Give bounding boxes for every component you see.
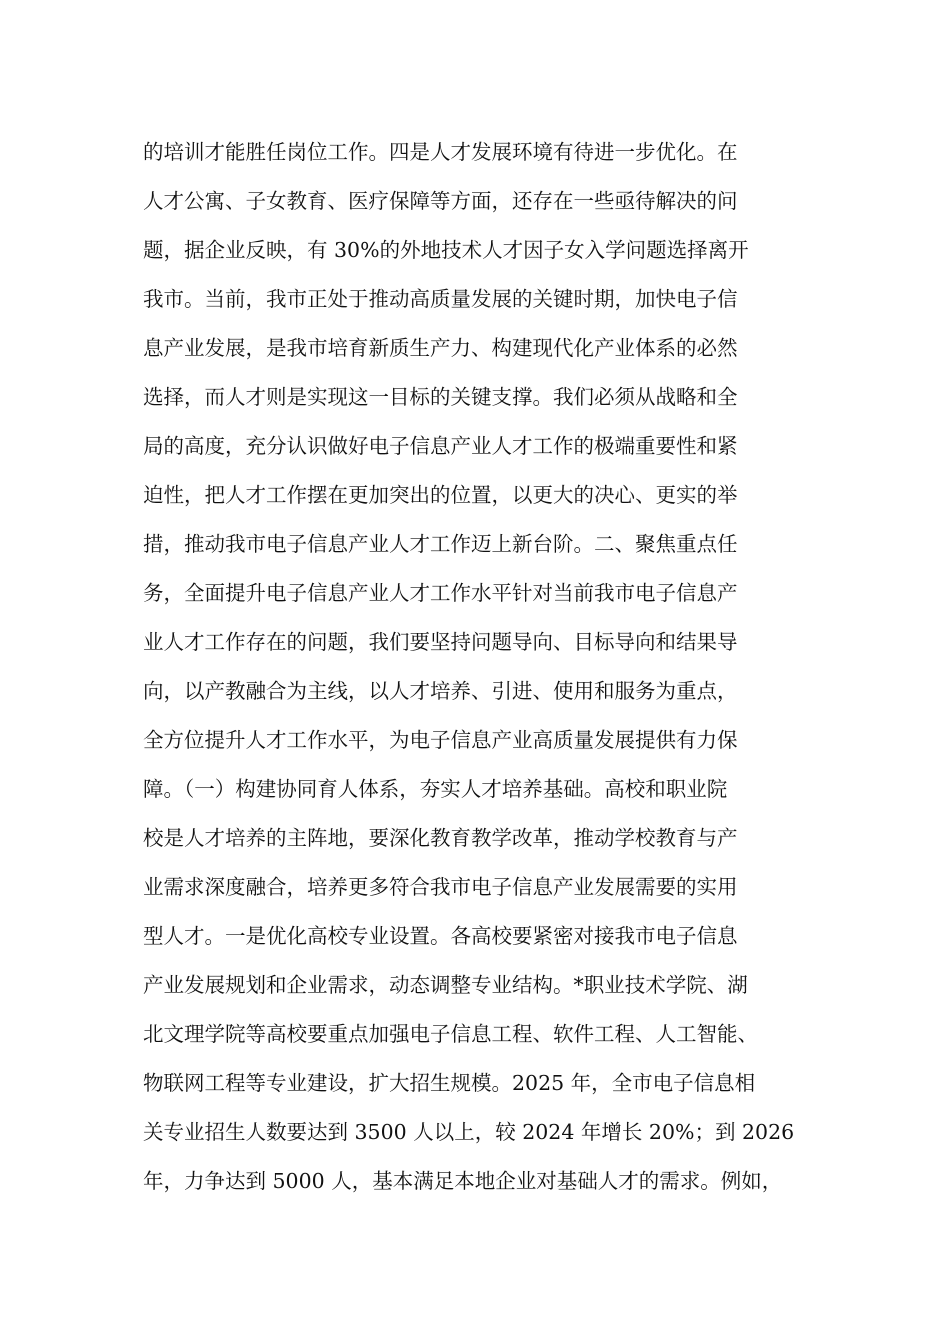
text-line: 业需求深度融合，培养更多符合我市电子信息产业发展需要的实用	[143, 875, 738, 899]
text-line: 息产业发展，是我市培育新质生产力、构建现代化产业体系的必然	[143, 336, 738, 360]
text-line: 关专业招生人数要达到 3500 人以上，较 2024 年增长 20%；到 2026	[143, 1120, 795, 1144]
text-line: 全方位提升人才工作水平，为电子信息产业高质量发展提供有力保	[143, 728, 738, 752]
text-line: 局的高度，充分认识做好电子信息产业人才工作的极端重要性和紧	[143, 434, 738, 458]
text-line: 迫性，把人才工作摆在更加突出的位置，以更大的决心、更实的举	[143, 483, 738, 507]
text-line: 业人才工作存在的问题，我们要坚持问题导向、目标导向和结果导	[143, 630, 738, 654]
text-line: 的培训才能胜任岗位工作。四是人才发展环境有待进一步优化。在	[143, 140, 738, 164]
text-line: 人才公寓、子女教育、医疗保障等方面，还存在一些亟待解决的问	[143, 189, 738, 213]
text-line: 题，据企业反映，有 30%的外地技术人才因子女入学问题选择离开	[143, 238, 749, 262]
text-line: 产业发展规划和企业需求，动态调整专业结构。*职业技术学院、湖	[143, 973, 748, 997]
text-line: 年，力争达到 5000 人，基本满足本地企业对基础人才的需求。例如，	[143, 1169, 783, 1193]
body-text	[143, 128, 823, 1206]
text-line: 选择，而人才则是实现这一目标的关键支撑。我们必须从战略和全	[143, 385, 738, 409]
text-line: 措，推动我市电子信息产业人才工作迈上新台阶。二、聚焦重点任	[143, 532, 738, 556]
text-line: 我市。当前，我市正处于推动高质量发展的关键时期，加快电子信	[143, 287, 738, 311]
text-line: 务，全面提升电子信息产业人才工作水平针对当前我市电子信息产	[143, 581, 738, 605]
text-line: 北文理学院等高校要重点加强电子信息工程、软件工程、人工智能、	[143, 1022, 758, 1046]
text-line: 向，以产教融合为主线，以人才培养、引进、使用和服务为重点，	[143, 679, 738, 703]
text-line: 校是人才培养的主阵地，要深化教育教学改革，推动学校教育与产	[143, 826, 738, 850]
text-line: 障。（一）构建协同育人体系，夯实人才培养基础。高校和职业院	[143, 777, 728, 801]
text-line: 型人才。一是优化高校专业设置。各高校要紧密对接我市电子信息	[143, 924, 738, 948]
text-line: 物联网工程等专业建设，扩大招生规模。2025 年，全市电子信息相	[143, 1071, 756, 1095]
